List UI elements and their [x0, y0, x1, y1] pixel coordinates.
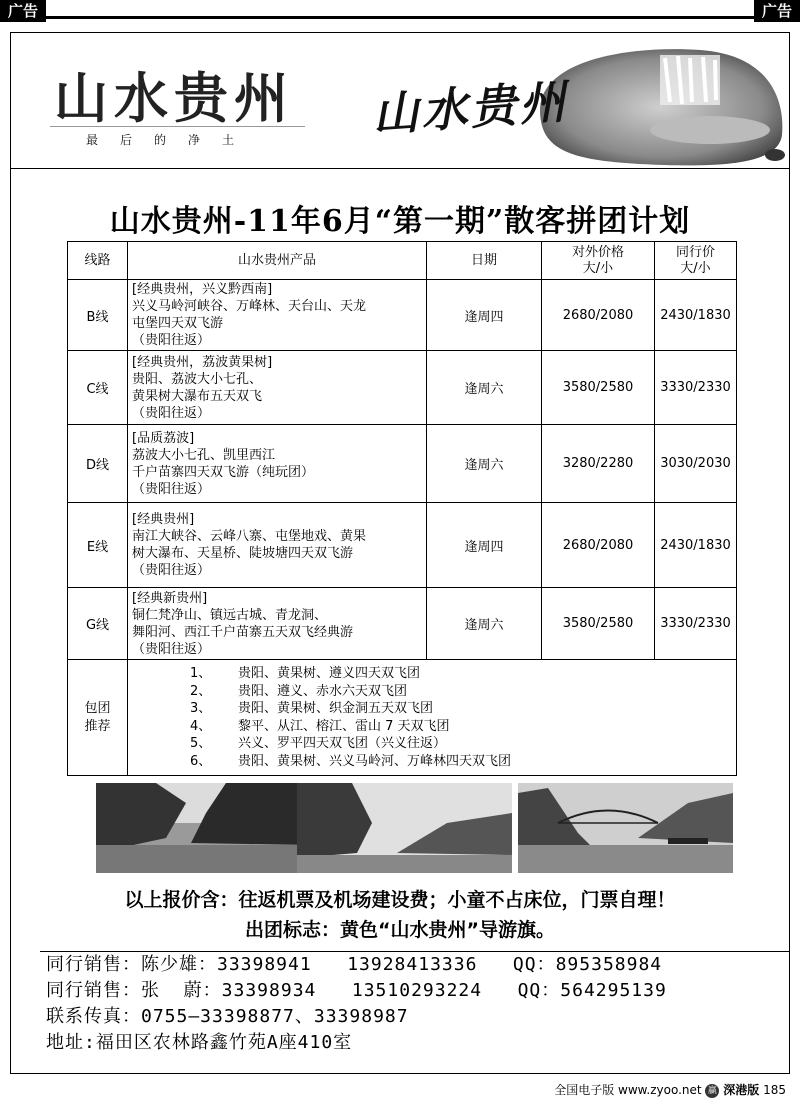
ext-price-cell: 3580/2580 [542, 588, 655, 660]
item-text: 兴义、罗平四天双飞团（兴义往返） [238, 736, 447, 751]
peer-price-cell: 3330/2330 [655, 588, 737, 660]
product-cell: [经典贵州，兴义黔西南] 兴义马岭河峡谷、万峰林、天台山、天龙 屯堡四天双飞游 （贵阳往返） [128, 280, 427, 351]
product-cell: [品质荔波] 荔波大小七孔、凯里西江 千户苗寨四天双飞游（纯玩团） （贵阳往返） [128, 425, 427, 503]
edition-badge-icon: 赢 [705, 1084, 719, 1098]
header-divider [10, 168, 790, 169]
gorge-photo-1 [96, 783, 311, 873]
notes-line-1: 以上报价含：往返机票及机场建设费；小童不占床位，门票自理！ [124, 889, 676, 911]
header-date: 日期 [427, 242, 542, 280]
date-cell: 逢周四 [427, 503, 542, 588]
page-title: 山水贵州-11年6月“第一期”散客拼团计划 [109, 204, 691, 239]
header-route: 线路 [68, 242, 128, 280]
item-number: 6、 [190, 753, 212, 769]
product-cell: [经典贵州] 南江大峡谷、云峰八寨、屯堡地戏、黄果 树大瀑布、天星桥、陡坡塘四天双飞游 （贵阳往返） [128, 503, 427, 588]
address-line: 地址:福田区农林路鑫竹苑A座410室 [46, 1032, 353, 1053]
list-item [190, 665, 732, 683]
date-cell: 逢周四 [427, 280, 542, 351]
peer-price-cell: 3030/2030 [655, 425, 737, 503]
header-peer-price: 同行价 大/小 [655, 242, 737, 280]
table-row [68, 351, 737, 425]
route-cell: D线 [68, 425, 128, 503]
item-text: 贵阳、黄果树、兴义马岭河、万峰林四天双飞团 [238, 753, 512, 769]
route-cell: G线 [68, 588, 128, 660]
package-list [128, 660, 737, 776]
item-text: 贵阳、遵义、赤水六天双飞团 [238, 683, 408, 699]
page-number: 185 [763, 1083, 786, 1097]
ad-corner-right: 广告 [754, 0, 800, 22]
notes-line-2: 出团标志：黄色“山水贵州”导游旗。 [245, 919, 555, 941]
date-cell: 逢周六 [427, 425, 542, 503]
top-rule [46, 0, 754, 19]
list-item [190, 683, 732, 701]
table-header-row [68, 242, 737, 280]
list-item [190, 718, 732, 736]
package-label: 包团 推荐 [68, 660, 128, 776]
table-row [68, 425, 737, 503]
ext-price-cell: 2680/2080 [542, 280, 655, 351]
contact-info [46, 952, 667, 1056]
logo-subtitle: 最后的净土 [86, 133, 257, 147]
logo-underline [50, 126, 305, 127]
route-cell: E线 [68, 503, 128, 588]
header-product: 山水贵州产品 [128, 242, 427, 280]
item-number: 2、 [190, 683, 212, 699]
footer-site: 全国电子版 www.zyoo.net [554, 1083, 702, 1097]
logo-primary: 山水贵州 [54, 66, 294, 130]
product-cell: [经典新贵州] 铜仁梵净山、镇远古城、青龙洞、 舞阳河、西江千户苗寨五天双飞经典游 （贵阳往返） [128, 588, 427, 660]
contact-line: 同行销售：张 蔚：33398934 13510293224 QQ：564295139 [46, 980, 667, 1001]
table-row [68, 280, 737, 351]
list-item [190, 753, 732, 771]
bridge-photo [518, 783, 733, 873]
peer-price-cell: 2430/1830 [655, 503, 737, 588]
item-text: 贵阳、黄果树、织金洞五天双飞团 [238, 701, 434, 716]
price-notes [0, 885, 800, 945]
ext-price-cell: 3280/2280 [542, 425, 655, 503]
date-cell: 逢周六 [427, 588, 542, 660]
header-ext-price: 对外价格 大/小 [542, 242, 655, 280]
route-cell: B线 [68, 280, 128, 351]
item-text: 黎平、从江、榕江、雷山 7 天双飞团 [238, 718, 450, 734]
fax-line: 联系传真：0755—33398877、33398987 [46, 1006, 409, 1027]
tour-plan-table [67, 241, 737, 776]
gorge-photo-2 [297, 783, 512, 873]
logo-secondary: 山水贵州 [370, 74, 570, 142]
page-footer [554, 1081, 786, 1098]
peer-price-cell: 3330/2330 [655, 351, 737, 425]
item-number: 5、 [190, 736, 212, 751]
list-item [190, 700, 732, 718]
contact-line: 同行销售：陈少雄：33398941 13928413336 QQ：895358984 [46, 954, 663, 975]
item-number: 1、 [190, 666, 212, 681]
list-item [190, 735, 732, 753]
ext-price-cell: 2680/2080 [542, 503, 655, 588]
item-number: 3、 [190, 701, 212, 716]
ad-corner-left: 广告 [0, 0, 46, 22]
product-cell: [经典贵州，荔波黄果树] 贵阳、荔波大小七孔、 黄果树大瀑布五天双飞 （贵阳往返） [128, 351, 427, 425]
item-text: 贵阳、黄果树、遵义四天双飞团 [238, 666, 421, 681]
ext-price-cell: 3580/2580 [542, 351, 655, 425]
table-row [68, 588, 737, 660]
peer-price-cell: 2430/1830 [655, 280, 737, 351]
package-row [68, 660, 737, 776]
scenery-photos [0, 783, 800, 873]
date-cell: 逢周六 [427, 351, 542, 425]
table-row [68, 503, 737, 588]
footer-edition: 深港版 [723, 1083, 760, 1097]
item-number: 4、 [190, 718, 212, 734]
route-cell: C线 [68, 351, 128, 425]
